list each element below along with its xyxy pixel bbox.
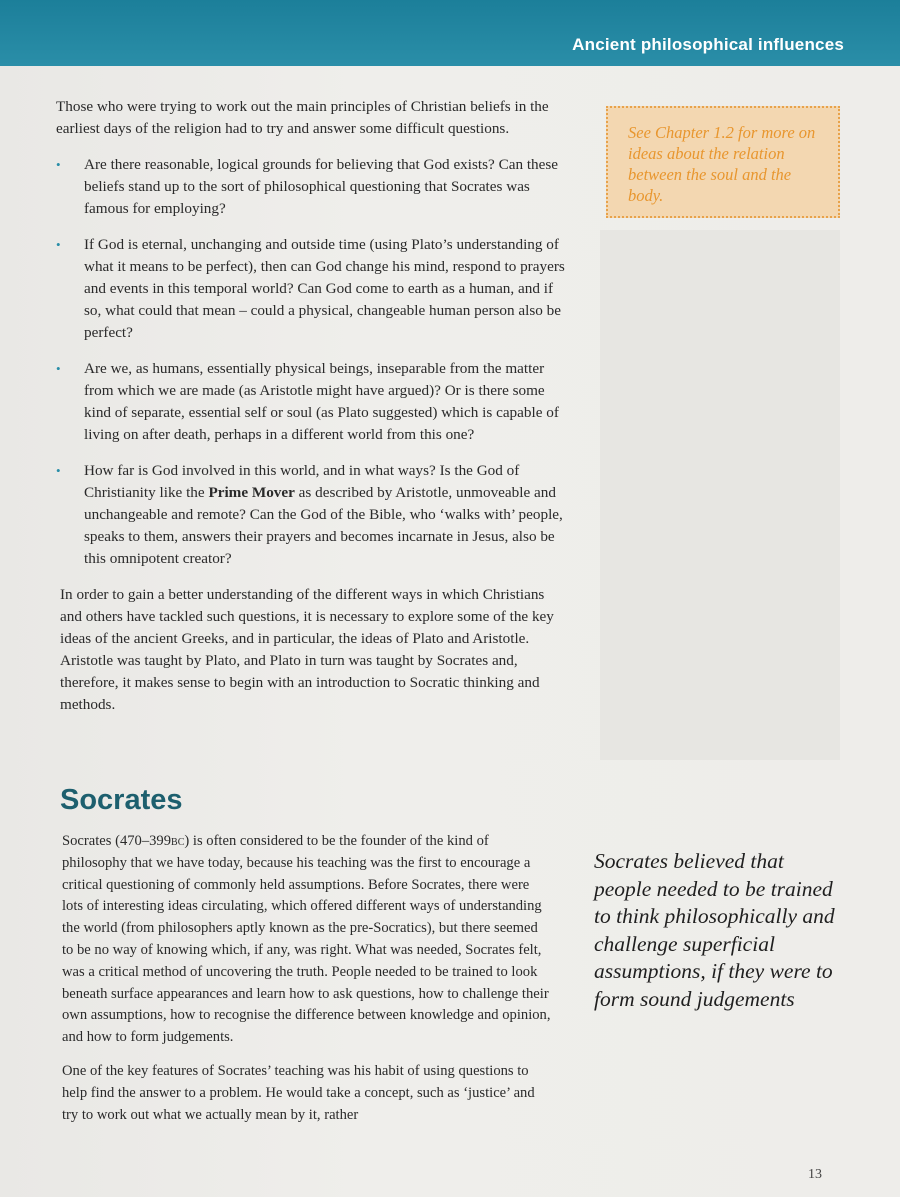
list-item [56,460,566,570]
p1-before: Socrates (470–399 [62,833,172,849]
page-number: 13 [808,1167,822,1182]
callout-text: See Chapter 1.2 for more on ideas about the relation between the soul and the body. [628,123,816,205]
question-list [56,154,566,570]
cross-reference-callout [606,106,840,218]
list-item-text: Are we, as humans, essentially physical beings, inseparable from the matter from which we are made (as Aristotle might have argued)? Or is there some kind of separate, essential self or soul (as Plato suggested) which is capable of living on after death, perhaps in a different world from this one? [84,360,559,443]
list-item [56,154,566,220]
header-band [0,0,900,66]
margin-shade-panel [600,230,840,760]
socrates-text-column [62,831,552,1138]
list-item-text-after: as described by Aristotle, unmoveable and unchangeable and remote? Can the God of the Bible, who ‘walks with’ people, speaks to them, answers their prayers and becomes incarnate in Jesus, also be this omnipotent creator? [84,484,563,567]
list-item-text-before: How far is God involved in this world, and in what ways? Is the God of Christianity like the [84,462,520,501]
running-header-title: Ancient philosophical influences [572,35,844,54]
socrates-paragraph-2: One of the key features of Socrates’ teaching was his habit of using questions to help find the answer to a problem. He would take a concept, such as ‘justice’ and try to work out what we actually mean by it, rather [62,1062,535,1123]
section-heading: Socrates [60,784,183,816]
socrates-paragraph-1 [62,831,552,1049]
intro-paragraph: Those who were trying to work out the main principles of Christian beliefs in the earliest days of the religion had to try and answer some difficult questions. [56,98,549,137]
list-item [56,234,566,344]
pull-quote: Socrates believed that people needed to be trained to think philosophically and challenge superficial assumptions, if they were to form sound judgements [594,849,835,1011]
follow-paragraph: In order to gain a better understanding of the different ways in which Christians and others have tackled such questions, it is necessary to explore some of the key ideas of the ancient Greeks, and in particular, the ideas of Plato and Aristotle. Aristotle was taught by Plato, and Plato in turn was taught by Socrates and, therefore, it makes sense to begin with an introduction to Socratic thinking and methods. [60,586,554,713]
p1-after: ) is often considered to be the founder of the kind of philosophy that we have today, because his teaching was the first to encourage a critical questioning of commonly held assumptions. Before Socrates, there were lots of interesting ideas circulating, which offered different ways of understanding the world (from philosophers aptly known as the pre-Socratics), but there seemed to be no way of knowing which, if any, was right. What was needed, Socrates felt, was a critical method of uncovering the truth. People needed to be trained to look beneath surface appearances and learn how to ask questions, how to challenge their own assumptions, how to recognise the difference between knowledge and opinion, and how to form judgements. [62,833,551,1046]
era-abbrev: bc [171,833,185,849]
list-item-text: If God is eternal, unchanging and outside time (using Plato’s understanding of what it means to be perfect), then can God change his mind, respond to prayers and events in this temporal world? Can God come to earth as a human, and if so, what could that mean – could a physical, changeable human person also be perfect? [84,236,565,341]
list-item [56,358,566,446]
list-item-text: Are there reasonable, logical grounds for believing that God exists? Can these beliefs stand up to the sort of philosophical questioning that Socrates was famous for employing? [84,156,559,217]
key-term-prime-mover: Prime Mover [208,484,295,501]
main-text-column [56,96,566,716]
